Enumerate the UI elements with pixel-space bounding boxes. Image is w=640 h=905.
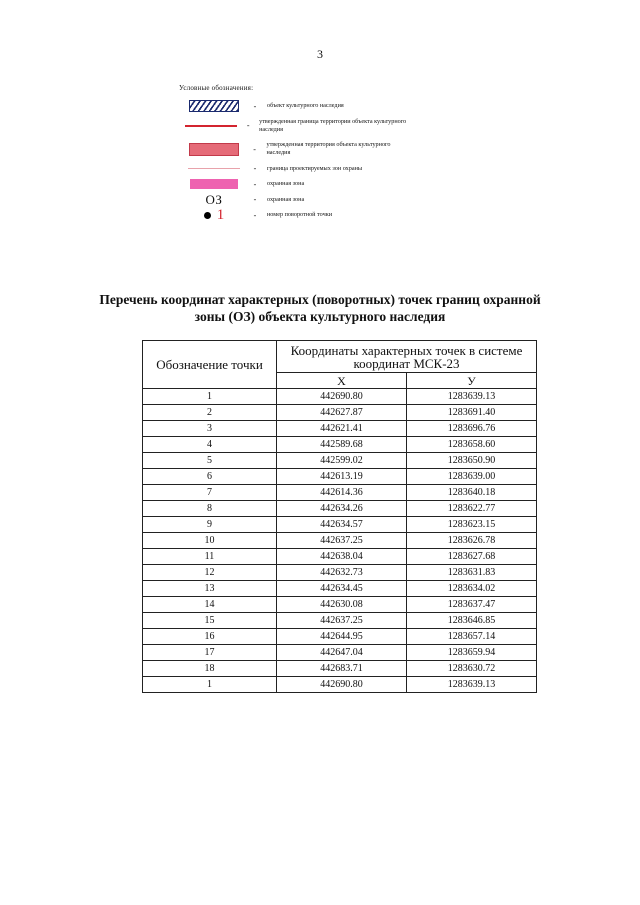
page-number: 3	[317, 47, 323, 61]
hatched-rectangle-icon	[189, 100, 239, 112]
legend-item	[185, 139, 415, 159]
table-row	[143, 645, 537, 661]
y-cell: 1283640.18	[407, 485, 537, 501]
table-row	[143, 565, 537, 581]
x-cell: 442690.80	[277, 389, 407, 405]
table-row	[143, 437, 537, 453]
table-row	[143, 389, 537, 405]
x-cell: 442589.68	[277, 437, 407, 453]
heading-line-2: зоны (ОЗ) объекта культурного наследия	[194, 309, 446, 324]
point-cell: 14	[143, 597, 277, 613]
pink-fill-icon	[190, 179, 238, 189]
legend	[179, 84, 415, 225]
legend-dash: -	[246, 121, 250, 130]
y-cell: 1283639.13	[407, 677, 537, 693]
legend-item	[185, 191, 415, 207]
legend-item	[185, 100, 415, 112]
table-row	[143, 421, 537, 437]
y-cell: 1283659.94	[407, 645, 537, 661]
point-cell: 11	[143, 549, 277, 565]
legend-description: охранная зона	[267, 195, 305, 203]
red-line-icon	[185, 125, 237, 127]
point-cell: 6	[143, 469, 277, 485]
legend-description: номер поворотной точки	[267, 211, 333, 218]
x-cell: 442634.45	[277, 581, 407, 597]
point-cell: 15	[143, 613, 277, 629]
legend-description: охранная зона	[267, 180, 305, 187]
y-cell: 1283691.40	[407, 405, 537, 421]
table-row	[143, 501, 537, 517]
point-cell: 8	[143, 501, 277, 517]
x-cell: 442630.08	[277, 597, 407, 613]
table-row	[143, 629, 537, 645]
x-cell: 442627.87	[277, 405, 407, 421]
col-header-point: Обозначение точки	[143, 341, 277, 389]
red-fill-icon	[189, 143, 239, 156]
legend-dash: -	[253, 195, 257, 204]
point-cell: 5	[143, 453, 277, 469]
col-header-x: Х	[277, 373, 407, 389]
legend-dash: -	[253, 179, 257, 189]
point-cell: 17	[143, 645, 277, 661]
table-row	[143, 549, 537, 565]
col-header-y: У	[407, 373, 537, 389]
table-row	[143, 677, 537, 693]
point-cell: 10	[143, 533, 277, 549]
y-cell: 1283657.14	[407, 629, 537, 645]
legend-item	[185, 116, 415, 136]
x-cell: 442621.41	[277, 421, 407, 437]
table-row	[143, 405, 537, 421]
legend-dash: -	[253, 144, 256, 154]
legend-dash: -	[253, 210, 257, 220]
legend-item	[185, 178, 415, 190]
point-cell: 16	[143, 629, 277, 645]
y-cell: 1283646.85	[407, 613, 537, 629]
table-body	[143, 389, 537, 693]
y-cell: 1283623.15	[407, 517, 537, 533]
table-row	[143, 613, 537, 629]
table-row	[143, 661, 537, 677]
x-cell: 442637.25	[277, 533, 407, 549]
y-cell: 1283639.13	[407, 389, 537, 405]
table-row	[143, 517, 537, 533]
y-cell: 1283634.02	[407, 581, 537, 597]
point-cell: 3	[143, 421, 277, 437]
x-cell: 442690.80	[277, 677, 407, 693]
oz-label: ОЗ	[205, 191, 223, 207]
col-header-coordinates: Координаты характерных точек в системе координат МСК-23	[277, 341, 537, 373]
legend-description: граница проектируемых зон охраны	[267, 164, 363, 172]
point-cell: 9	[143, 517, 277, 533]
x-cell: 442637.25	[277, 613, 407, 629]
point-cell: 18	[143, 661, 277, 677]
y-cell: 1283650.90	[407, 453, 537, 469]
heading-line-1: Перечень координат характерных (поворотных) точек границ охранной	[99, 292, 541, 307]
table-row	[143, 485, 537, 501]
y-cell: 1283637.47	[407, 597, 537, 613]
y-cell: 1283627.68	[407, 549, 537, 565]
x-cell: 442613.19	[277, 469, 407, 485]
point-cell: 7	[143, 485, 277, 501]
x-cell: 442638.04	[277, 549, 407, 565]
x-cell: 442683.71	[277, 661, 407, 677]
y-cell: 1283630.72	[407, 661, 537, 677]
legend-dash: -	[253, 101, 257, 111]
y-cell: 1283658.60	[407, 437, 537, 453]
document-heading	[0, 291, 640, 325]
point-cell: 12	[143, 565, 277, 581]
x-cell: 442647.04	[277, 645, 407, 661]
point-dot-icon	[204, 212, 211, 219]
legend-description: утвержденная граница территории объекта культурного наследия	[259, 117, 407, 133]
y-cell: 1283631.83	[407, 565, 537, 581]
coordinates-table	[142, 340, 537, 693]
point-number-label: 1	[216, 206, 225, 223]
y-cell: 1283626.78	[407, 533, 537, 549]
table-row	[143, 533, 537, 549]
x-cell: 442644.95	[277, 629, 407, 645]
legend-item	[185, 206, 415, 223]
point-cell: 4	[143, 437, 277, 453]
y-cell: 1283696.76	[407, 421, 537, 437]
x-cell: 442634.26	[277, 501, 407, 517]
legend-title: Условные обозначения:	[179, 84, 254, 92]
legend-dash: -	[253, 164, 257, 173]
table-row	[143, 469, 537, 485]
legend-description: объект культурного наследия	[267, 102, 344, 109]
x-cell: 442599.02	[277, 453, 407, 469]
point-cell: 1	[143, 677, 277, 693]
x-cell: 442614.36	[277, 485, 407, 501]
legend-item	[185, 163, 415, 175]
thin-pink-line-icon	[188, 168, 240, 169]
table-row	[143, 581, 537, 597]
legend-description: утвержденная территория объекта культурного наследия	[266, 141, 391, 156]
point-cell: 1	[143, 389, 277, 405]
y-cell: 1283622.77	[407, 501, 537, 517]
x-cell: 442632.73	[277, 565, 407, 581]
point-cell: 13	[143, 581, 277, 597]
table-row	[143, 453, 537, 469]
x-cell: 442634.57	[277, 517, 407, 533]
y-cell: 1283639.00	[407, 469, 537, 485]
point-cell: 2	[143, 405, 277, 421]
table-row	[143, 597, 537, 613]
